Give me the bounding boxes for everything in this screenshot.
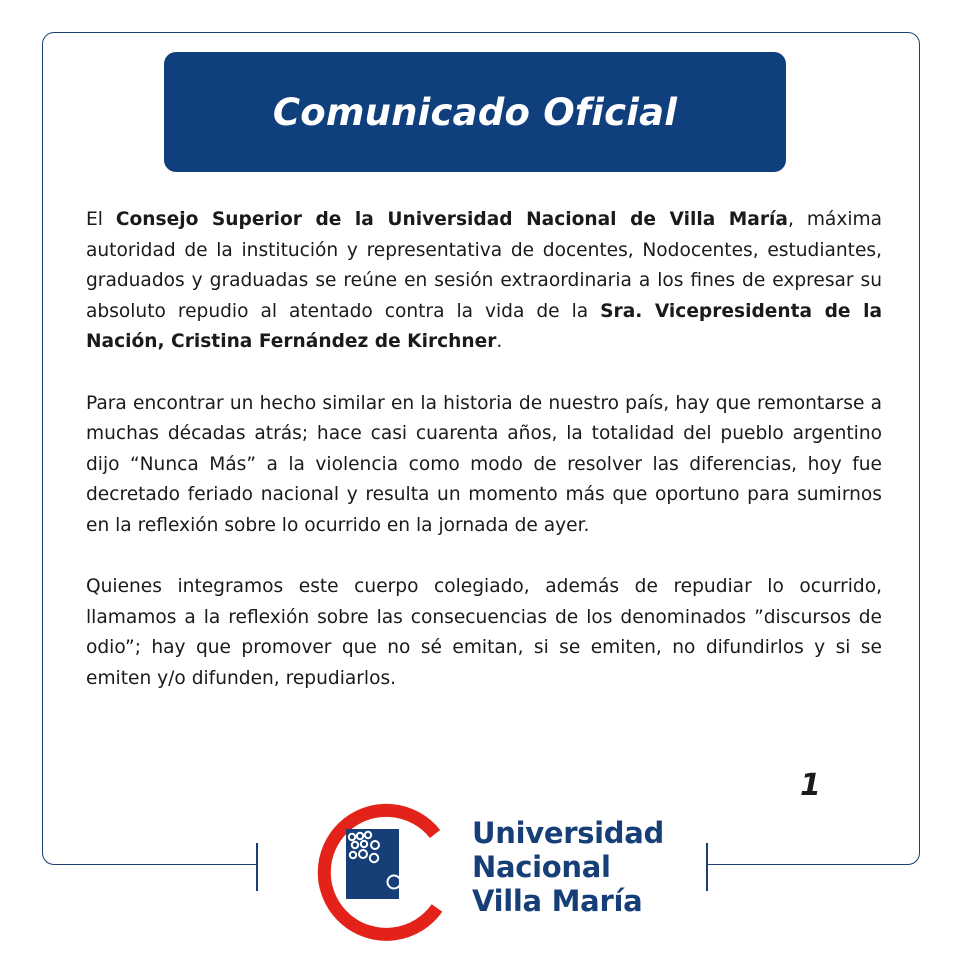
bold-text-segment: Sra. Vicepresidenta de la Nación, Cristina Fernández de Kirchner [86,300,882,353]
text-segment: El [86,209,116,230]
university-name-line-1: Universidad [472,816,664,850]
university-logo-icon [300,798,450,948]
text-segment: Quienes integramos este cuerpo colegiado, además de repudiar lo ocurrido, llamamos a la reflexión sobre las consecuencias de los denominados ”discursos de odio”; hay que promover que no sé emitan, si se emiten, no difundirlos y si se emiten y/o difunden, repudiarlos. [86,576,882,689]
statement-paragraph [86,389,882,542]
university-name [472,816,664,918]
text-segment: . [496,331,503,353]
statement-paragraph [86,205,882,358]
text-segment: Para encontrar un hecho similar en la historia de nuestro país, hay que remontarse a muchas décadas atrás; hace casi cuarenta años, la totalidad del pueblo argentino dijo “Nunca Más” a la violencia como modo de resolver las diferencias, hoy fue decretado feriado nacional y resulta un momento más que oportuno para sumirnos en la reflexión sobre lo ocurrido en la jornada de ayer. [86,392,882,536]
frame-left-tick [256,843,258,891]
bold-text-segment: Consejo Superior de la Universidad Nacional de Villa María [115,209,788,230]
title-banner [164,52,786,172]
university-name-line-2: Nacional [472,850,611,884]
university-name-line-3: Villa María [472,884,643,918]
text-segment: , máxima autoridad de la institución y representativa de docentes, Nodocentes, estudiantes, graduados y graduadas se reúne en sesión extraordinaria a los fines de expresar su absoluto repudio al atentado contra la vida de la [86,209,882,322]
statement-body [86,205,882,725]
page-title: Comunicado Oficial [272,90,678,134]
statement-paragraph [86,572,882,694]
frame-right-tick [706,843,708,891]
page-number: 1 [800,768,821,803]
